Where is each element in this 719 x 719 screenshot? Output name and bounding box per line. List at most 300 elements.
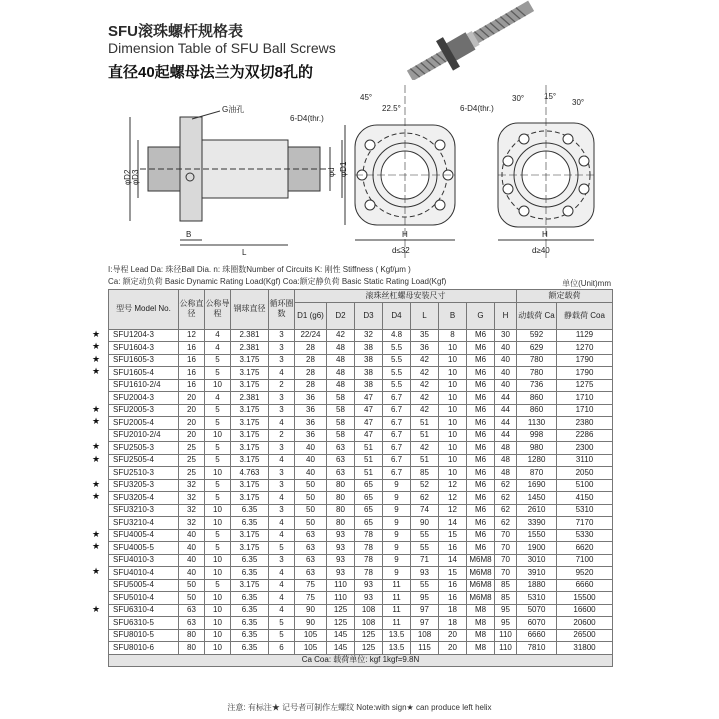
value-cell: 736	[517, 379, 557, 392]
value-cell: 3010	[517, 554, 557, 567]
spec-table	[108, 289, 613, 667]
value-cell: 62	[495, 479, 517, 492]
value-cell: 16	[179, 367, 205, 380]
value-cell: 93	[327, 567, 355, 580]
model-cell: SFU2010-2/4	[109, 429, 179, 442]
value-cell: 6.7	[383, 392, 411, 405]
col-b: B	[439, 302, 467, 329]
value-cell: 5	[205, 542, 231, 555]
model-cell: SFU3205-4	[109, 492, 179, 505]
value-cell: 5	[205, 479, 231, 492]
value-cell: 592	[517, 329, 557, 342]
value-cell: 80	[179, 629, 205, 642]
value-cell: 97	[411, 617, 439, 630]
value-cell: 3.175	[231, 429, 269, 442]
value-cell: 48	[327, 354, 355, 367]
value-cell: 4	[269, 417, 295, 430]
value-cell: 3.175	[231, 454, 269, 467]
value-cell: 16600	[557, 604, 613, 617]
value-cell: 36	[295, 404, 327, 417]
value-cell: 1280	[517, 454, 557, 467]
value-cell: 10	[439, 392, 467, 405]
page-subtitle: Dimension Table of SFU Ball Screws	[108, 40, 336, 56]
value-cell: 6660	[517, 629, 557, 642]
table-row	[109, 404, 613, 417]
col-d3: D3	[355, 302, 383, 329]
value-cell: 4	[269, 592, 295, 605]
model-cell: SFU2004-3	[109, 392, 179, 405]
value-cell: 9	[383, 517, 411, 530]
value-cell: 80	[327, 517, 355, 530]
value-cell: 44	[495, 392, 517, 405]
value-cell: 80	[179, 642, 205, 655]
value-cell: 3.175	[231, 379, 269, 392]
value-cell: 55	[411, 579, 439, 592]
model-cell: SFU2505-4	[109, 454, 179, 467]
value-cell: 50	[179, 592, 205, 605]
value-cell: 5.5	[383, 342, 411, 355]
col-circuits: 循环圈数	[269, 290, 295, 330]
value-cell: 5	[205, 367, 231, 380]
value-cell: 8	[439, 329, 467, 342]
value-cell: 80	[327, 492, 355, 505]
legend-line-2: Ca: 额定动负荷 Basic Dynamic Rating Load(Kgf) Coa:额定静负荷 Basic Static Rating Load(Kgf)	[108, 277, 447, 286]
value-cell: 70	[495, 554, 517, 567]
value-cell: 1275	[557, 379, 613, 392]
col-d1: D1 (g6)	[295, 302, 327, 329]
value-cell: 6.35	[231, 604, 269, 617]
value-cell: 28	[295, 379, 327, 392]
value-cell: 9	[383, 542, 411, 555]
value-cell: 85	[411, 467, 439, 480]
value-cell: 48	[327, 367, 355, 380]
value-cell: 32	[179, 517, 205, 530]
value-cell: 3.175	[231, 404, 269, 417]
value-cell: 55	[411, 542, 439, 555]
value-cell: M6	[467, 429, 495, 442]
value-cell: 13.5	[383, 629, 411, 642]
value-cell: M6M8	[467, 579, 495, 592]
value-cell: 10	[205, 629, 231, 642]
value-cell: 95	[495, 617, 517, 630]
value-cell: M6	[467, 479, 495, 492]
value-cell: M6	[467, 404, 495, 417]
value-cell: 20	[179, 417, 205, 430]
value-cell: 1270	[557, 342, 613, 355]
value-cell: 32	[179, 479, 205, 492]
table-row	[109, 342, 613, 355]
value-cell: 20	[179, 429, 205, 442]
value-cell: 9	[383, 554, 411, 567]
value-cell: 44	[495, 404, 517, 417]
value-cell: 22/24	[295, 329, 327, 342]
value-cell: M6	[467, 454, 495, 467]
value-cell: 58	[327, 404, 355, 417]
value-cell: 85	[495, 579, 517, 592]
model-cell: SFU8010-6	[109, 642, 179, 655]
value-cell: 9	[383, 492, 411, 505]
value-cell: 6.7	[383, 467, 411, 480]
value-cell: 145	[327, 642, 355, 655]
dim-d1-label: φD1	[339, 161, 348, 177]
model-cell: SFU2505-3	[109, 442, 179, 455]
value-cell: 10	[439, 379, 467, 392]
value-cell: 16	[439, 579, 467, 592]
value-cell: 58	[327, 392, 355, 405]
value-cell: 78	[355, 529, 383, 542]
value-cell: 10	[439, 417, 467, 430]
value-cell: 6660	[557, 579, 613, 592]
value-cell: M6	[467, 517, 495, 530]
value-cell: 5	[205, 354, 231, 367]
value-cell: 5	[205, 442, 231, 455]
value-cell: 14	[439, 554, 467, 567]
value-cell: 40	[179, 554, 205, 567]
value-cell: 51	[355, 467, 383, 480]
table-row	[109, 629, 613, 642]
value-cell: 95	[411, 592, 439, 605]
value-cell: 860	[517, 392, 557, 405]
group-rated-load: 额定载荷	[517, 290, 613, 303]
table-row	[109, 579, 613, 592]
value-cell: 5310	[557, 504, 613, 517]
value-cell: 6.7	[383, 454, 411, 467]
d-le-32-label: d≤32	[392, 246, 410, 255]
value-cell: 4	[269, 567, 295, 580]
value-cell: 6.35	[231, 592, 269, 605]
value-cell: 2	[269, 429, 295, 442]
value-cell: 95	[495, 604, 517, 617]
model-cell: SFU1604-3	[109, 342, 179, 355]
value-cell: 1450	[517, 492, 557, 505]
value-cell: 38	[355, 342, 383, 355]
value-cell: 10	[205, 567, 231, 580]
value-cell: 12	[439, 492, 467, 505]
value-cell: 63	[327, 442, 355, 455]
model-cell: SFU5010-4	[109, 592, 179, 605]
value-cell: 10	[439, 367, 467, 380]
value-cell: 42	[411, 379, 439, 392]
col-d4: D4	[383, 302, 411, 329]
value-cell: 40	[295, 454, 327, 467]
angle-45-label: 45°	[360, 93, 373, 102]
value-cell: 62	[495, 504, 517, 517]
col-d2: D2	[327, 302, 355, 329]
value-cell: 42	[327, 329, 355, 342]
left-helix-note: 注意: 有标注★ 记号者可制作左螺纹 Note:with sign★ can produce left helix	[227, 703, 492, 712]
page-title: SFU滚珠螺杆规格表	[108, 23, 244, 40]
value-cell: 860	[517, 404, 557, 417]
value-cell: 51	[411, 417, 439, 430]
value-cell: 38	[355, 379, 383, 392]
col-nominal-diameter: 公称直径	[179, 290, 205, 330]
value-cell: 40	[495, 367, 517, 380]
model-cell: SFU4005-4	[109, 529, 179, 542]
value-cell: 58	[327, 429, 355, 442]
value-cell: 36	[295, 392, 327, 405]
left-helix-star-icon: ★	[92, 403, 101, 414]
value-cell: 20	[179, 392, 205, 405]
value-cell: 5	[205, 492, 231, 505]
value-cell: 51	[355, 454, 383, 467]
value-cell: 93	[327, 542, 355, 555]
value-cell: 11	[383, 592, 411, 605]
value-cell: M6	[467, 392, 495, 405]
value-cell: 35	[411, 329, 439, 342]
value-cell: 2050	[557, 467, 613, 480]
value-cell: 7810	[517, 642, 557, 655]
model-cell: SFU3205-3	[109, 479, 179, 492]
value-cell: 5310	[517, 592, 557, 605]
value-cell: 125	[355, 642, 383, 655]
value-cell: 74	[411, 504, 439, 517]
value-cell: 3.175	[231, 542, 269, 555]
value-cell: 108	[355, 617, 383, 630]
value-cell: 50	[295, 517, 327, 530]
value-cell: 47	[355, 404, 383, 417]
value-cell: 93	[327, 529, 355, 542]
value-cell: 28	[295, 354, 327, 367]
value-cell: 70	[495, 567, 517, 580]
value-cell: 10	[205, 467, 231, 480]
dimension-drawing	[120, 85, 600, 260]
dim-d2-label: φD2	[123, 169, 132, 185]
value-cell: 93	[327, 554, 355, 567]
value-cell: 2610	[517, 504, 557, 517]
value-cell: 36	[411, 342, 439, 355]
left-helix-star-icon: ★	[92, 341, 101, 351]
value-cell: 9	[383, 479, 411, 492]
table-row	[109, 567, 613, 580]
value-cell: 10	[205, 604, 231, 617]
value-cell: 12	[179, 329, 205, 342]
value-cell: 42	[411, 367, 439, 380]
table-footer: Ca Coa: 载荷单位: kgf 1kgf=9.8N	[109, 654, 613, 666]
value-cell: 6.7	[383, 442, 411, 455]
col-l: L	[411, 302, 439, 329]
value-cell: 3	[269, 342, 295, 355]
value-cell: 5.5	[383, 367, 411, 380]
value-cell: M6	[467, 379, 495, 392]
left-holes-label: 6-D4(thr.)	[290, 114, 324, 123]
value-cell: 2.381	[231, 342, 269, 355]
table-row	[109, 354, 613, 367]
left-helix-star-icon: ★	[92, 441, 101, 451]
value-cell: 10	[205, 379, 231, 392]
value-cell: 10	[439, 429, 467, 442]
value-cell: 63	[295, 542, 327, 555]
value-cell: 2300	[557, 442, 613, 455]
value-cell: 3	[269, 329, 295, 342]
value-cell: 4	[269, 604, 295, 617]
value-cell: 6.35	[231, 629, 269, 642]
value-cell: 65	[355, 492, 383, 505]
value-cell: 16	[179, 379, 205, 392]
model-cell: SFU4010-4	[109, 567, 179, 580]
value-cell: 3.175	[231, 367, 269, 380]
value-cell: M6	[467, 542, 495, 555]
value-cell: 5	[205, 529, 231, 542]
value-cell: 4.8	[383, 329, 411, 342]
value-cell: 18	[439, 617, 467, 630]
value-cell: 4	[269, 529, 295, 542]
value-cell: 78	[355, 554, 383, 567]
value-cell: M6	[467, 504, 495, 517]
left-helix-star-icon: ★	[92, 528, 101, 539]
value-cell: 6.7	[383, 429, 411, 442]
value-cell: 3.175	[231, 479, 269, 492]
value-cell: 62	[495, 492, 517, 505]
value-cell: 75	[295, 592, 327, 605]
value-cell: 15500	[557, 592, 613, 605]
model-cell: SFU3210-3	[109, 504, 179, 517]
col-ball-diameter: 钢球直径	[231, 290, 269, 330]
table-row	[109, 442, 613, 455]
value-cell: 90	[295, 617, 327, 630]
table-row	[109, 417, 613, 430]
model-cell: SFU6310-4	[109, 604, 179, 617]
value-cell: 110	[327, 592, 355, 605]
value-cell: 110	[327, 579, 355, 592]
col-g: G	[467, 302, 495, 329]
flange-note-heading: 直径40起螺母法兰为双切8孔的	[108, 64, 314, 81]
value-cell: 48	[327, 342, 355, 355]
value-cell: 115	[411, 642, 439, 655]
table-row	[109, 429, 613, 442]
value-cell: 78	[355, 567, 383, 580]
model-cell: SFU1610-2/4	[109, 379, 179, 392]
value-cell: 110	[495, 629, 517, 642]
value-cell: 32	[179, 504, 205, 517]
value-cell: 40	[179, 529, 205, 542]
value-cell: 13.5	[383, 642, 411, 655]
value-cell: 47	[355, 417, 383, 430]
value-cell: 50	[295, 479, 327, 492]
value-cell: 63	[295, 554, 327, 567]
value-cell: 12	[439, 479, 467, 492]
value-cell: 3	[269, 354, 295, 367]
value-cell: 40	[495, 354, 517, 367]
value-cell: 58	[327, 417, 355, 430]
table-row	[109, 617, 613, 630]
value-cell: M6	[467, 492, 495, 505]
value-cell: 629	[517, 342, 557, 355]
value-cell: 110	[495, 642, 517, 655]
value-cell: 28	[295, 367, 327, 380]
value-cell: 10	[439, 404, 467, 417]
value-cell: 6.7	[383, 404, 411, 417]
value-cell: 32	[355, 329, 383, 342]
value-cell: 42	[411, 392, 439, 405]
value-cell: 63	[327, 454, 355, 467]
value-cell: M6M8	[467, 567, 495, 580]
value-cell: 6070	[517, 617, 557, 630]
value-cell: 1710	[557, 392, 613, 405]
value-cell: 6.35	[231, 617, 269, 630]
value-cell: M8	[467, 617, 495, 630]
left-helix-star-icon: ★	[92, 566, 101, 576]
value-cell: 6.7	[383, 417, 411, 430]
value-cell: 10	[205, 617, 231, 630]
value-cell: 780	[517, 367, 557, 380]
left-helix-star-icon: ★	[92, 366, 101, 376]
value-cell: 5	[205, 417, 231, 430]
value-cell: 18	[439, 604, 467, 617]
value-cell: 31800	[557, 642, 613, 655]
value-cell: 16	[179, 342, 205, 355]
value-cell: 28	[295, 342, 327, 355]
legend-line-1: I:导程 Lead Da: 珠径Ball Dia. n: 珠圈数Number of Circuits K: 刚性 Stiffness ( Kgf/μm )	[108, 265, 411, 274]
value-cell: 26500	[557, 629, 613, 642]
value-cell: 80	[327, 504, 355, 517]
value-cell: 10	[439, 454, 467, 467]
dim-b-label: B	[186, 230, 192, 239]
value-cell: 42	[411, 404, 439, 417]
angle-30b-label: 30°	[572, 98, 585, 107]
value-cell: 5	[205, 454, 231, 467]
col-ca: 动载荷 Ca	[517, 302, 557, 329]
angle-15-label: 15°	[544, 92, 557, 101]
value-cell: M6	[467, 467, 495, 480]
left-helix-star-icon: ★	[92, 328, 101, 339]
value-cell: M6M8	[467, 554, 495, 567]
value-cell: 10	[205, 554, 231, 567]
value-cell: 12	[439, 504, 467, 517]
value-cell: 30	[495, 329, 517, 342]
value-cell: 71	[411, 554, 439, 567]
value-cell: 9	[383, 529, 411, 542]
value-cell: 36	[295, 417, 327, 430]
value-cell: 3.175	[231, 492, 269, 505]
value-cell: 7100	[557, 554, 613, 567]
model-cell: SFU2005-4	[109, 417, 179, 430]
table-row	[109, 529, 613, 542]
col-coa: 静载荷 Coa	[557, 302, 613, 329]
value-cell: 4	[269, 579, 295, 592]
value-cell: 108	[355, 604, 383, 617]
value-cell: 1790	[557, 354, 613, 367]
value-cell: 4	[269, 454, 295, 467]
value-cell: 51	[411, 429, 439, 442]
value-cell: 15	[439, 529, 467, 542]
value-cell: 25	[179, 442, 205, 455]
value-cell: 50	[295, 504, 327, 517]
value-cell: 3.175	[231, 442, 269, 455]
dim-h-right-label: H	[542, 230, 548, 239]
value-cell: 5.5	[383, 354, 411, 367]
value-cell: 3.175	[231, 529, 269, 542]
model-cell: SFU4010-3	[109, 554, 179, 567]
model-cell: SFU5005-4	[109, 579, 179, 592]
col-lead: 公称导程	[205, 290, 231, 330]
value-cell: M6M8	[467, 592, 495, 605]
value-cell: 93	[355, 579, 383, 592]
value-cell: 10	[205, 642, 231, 655]
value-cell: 3	[269, 404, 295, 417]
model-cell: SFU1605-3	[109, 354, 179, 367]
value-cell: 3	[269, 504, 295, 517]
value-cell: 16	[439, 542, 467, 555]
value-cell: 11	[383, 579, 411, 592]
value-cell: M6	[467, 417, 495, 430]
value-cell: 20	[179, 404, 205, 417]
table-row	[109, 492, 613, 505]
value-cell: 48	[495, 442, 517, 455]
value-cell: 25	[179, 454, 205, 467]
table-row	[109, 329, 613, 342]
value-cell: 38	[355, 367, 383, 380]
value-cell: 10	[205, 592, 231, 605]
